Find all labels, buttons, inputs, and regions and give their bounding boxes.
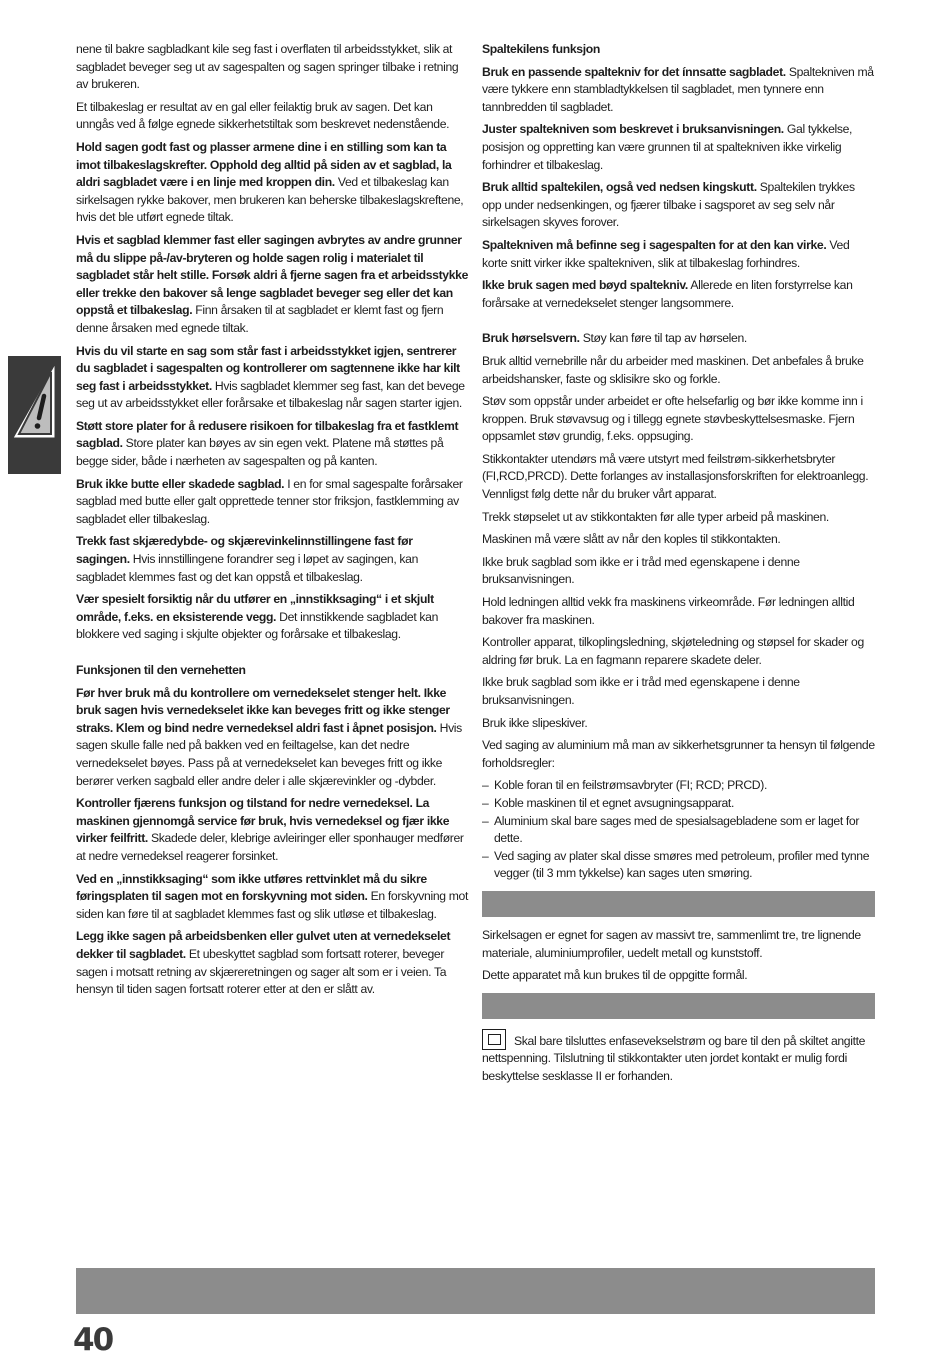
paragraph: Hold ledningen alltid vekk fra maskinens virkeområde. Før ledningen alltid bakover fra maskinen. <box>482 595 855 627</box>
paragraph: Kontroller fjærens funksjon og tilstand for nedre vernedeksel. La maskinen gjennomgå service før bruk, hvis vernedeksel og fjær ikke virker feilfritt. Skadede deler, klebrige avleiringer eller sponhauger medfører at nedre vernedeksel reagerer forsinket. <box>76 796 464 863</box>
paragraph: Ved en „innstikksaging“ som ikke utføres rettvinklet må du sikre føringsplaten til sagen mot en forskyvning mot siden. En forskyvning mot siden kan føre til at sagbladet klemmes fast og slik utløse et tilbakeslag. <box>76 871 468 921</box>
paragraph: Ikke bruk sagen med bøyd spaltekniv. Allerede en liten forstyrrelse kan forårsake at vernedekselet stenger langsommere. <box>482 278 853 310</box>
paragraph: Sirkelsagen er egnet for sagen av massivt tre, sammenlimt tre, tre lignende materiale, aluminiumprofiler, uedelt metall og kunststoff. <box>482 927 861 960</box>
paragraph: Hvis du vil starte en sag som står fast i arbeidsstykket igjen, sentrerer du sagbladet i sagespalten og kontrollerer om sagtennene ikke har kilt seg fast i arbeidsstykket. Hvis sagbladet klemmer seg fast, kan det bevege seg ut av arbeidsstykket eller forårsake et tilbakeslag når sagen starter igjen. <box>76 343 465 411</box>
list-item: – Koble maskinen til et egnet avsugningsapparat. <box>482 795 875 813</box>
section-header-bar <box>482 993 875 1019</box>
paragraph: Trekk støpselet ut av stikkontakten før alle typer arbeid på maskinen. <box>482 509 829 524</box>
paragraph: nene til bakre sagbladkant kile seg fast i overflaten til arbeidsstykket, slik at sagbladet beveger seg ut av sagespalten og sagen springer tilbake i retning av brukeren. <box>76 42 459 92</box>
footer-bar <box>76 1268 875 1314</box>
list-item: – Ved saging av plater skal disse smøres med petroleum, profiler med tynne vegger (til 3 mm tykkelse) kan sages uten smøring. <box>482 848 875 883</box>
paragraph: Hold sagen godt fast og plasser armene dine i en stilling som kan ta imot tilbakeslagskrefter. Opphold deg alltid på siden av et sagblad, la aldri sagbladet være i en linje med kroppen din. Ved et tilbakeslag kan sirkelsagen rykke bakover, men brukeren kan beherske tilbakeslagskreftene, hvis det ble utført egnede tiltak. <box>76 139 464 225</box>
section-header-bar <box>482 891 875 917</box>
paragraph: Hvis et sagblad klemmer fast eller sagingen avbrytes av andre grunner må du slippe på-/av-bryteren og holde sagen rolig i materialet til sagbladet står helt stille. Forsøk aldri å fjerne sagen fra et arbeidsstykke eller trekke den bakover så lenge sagbladet beveger seg eller det kan oppstå et tilbakeslag. Finn årsaken til at sagbladet er klemt fast og fjern denne årsaken med egnede tiltak. <box>76 232 469 335</box>
paragraph: Bruk ikke slipeskiver. <box>482 715 588 730</box>
section-heading-vernehetten: Funksjonen til den vernehetten <box>76 663 246 677</box>
paragraph: Maskinen må være slått av når den koples til stikkontakten. <box>482 532 781 547</box>
paragraph: Støtt store plater for å redusere risikoen for tilbakeslag fra et fastklemt sagblad. Store plater kan bøyes av sin egen vekt. Platene må støttes på begge sider, både i nærheten av sagespalten og på kanten. <box>76 418 459 469</box>
aluminium-precautions-list <box>482 777 875 883</box>
left-column <box>76 41 469 1004</box>
paragraph: Vær spesielt forsiktig når du utfører en „innstikksaging“ i et skjult område, f.eks. en eksisterende vegg. Det innstikkende sagbladet kan blokkere ved saging i skjulte objekter og forårsake et tilbakeslag. <box>76 592 439 642</box>
paragraph: Legg ikke sagen på arbeidsbenken eller gulvet uten at vernedekselet dekker til sagbladet. Et ubeskyttet sagblad som fortsatt roterer, beveger sagen i motsatt retning av skjæreretningen og sager alt som er i veien. Ta hensyn til tiden sagen fortsatt roterer etter at den er slått av. <box>76 929 451 997</box>
paragraph: Ikke bruk sagblad som ikke er i tråd med egenskapene i denne bruksanvisningen. <box>482 675 800 707</box>
list-item: – Aluminium skal bare sages med de spesialsagebladene som er laget for dette. <box>482 813 875 848</box>
page-number: 40 <box>73 1322 113 1358</box>
paragraph: Bruk hørselsvern. Støy kan føre til tap av hørselen. <box>482 331 747 346</box>
paragraph: Bruk alltid vernebrille når du arbeider med maskinen. Det anbefales å bruke arbeidshansker, faste og sklisikre sko og forkle. <box>482 353 864 386</box>
paragraph: Før hver bruk må du kontrollere om vernedekselet stenger helt. Ikke bruk sagen hvis vernedekselet ikke kan beveges fritt og ikke stenger straks. Klem og bind nedre vernedeksel aldri fast i åpnet posisjon. Hvis sagen skulle falle ned på bakken ved en feiltagelse, kan det nedre vernedekselet bøyes. Pass på at vernedekselet kan beveges fritt og ikke berører verken sagbald eller andre deler i alle skjærevinkler og -dybder. <box>76 685 462 788</box>
paragraph: Støv som oppstår under arbeidet er ofte helsefarlig og bør ikke komme inn i kroppen. Bruk støvavsug og i tillegg egnete støvbeskyttelsesmaske. Fjern oppsamlet støv grundig, f.eks. oppsuging. <box>482 394 863 444</box>
paragraph: Ikke bruk sagblad som ikke er i tråd med egenskapene i denne bruksanvisningen. <box>482 554 800 587</box>
paragraph: Bruk ikke butte eller skadede sagblad. I en for smal sagespalte forårsaker sagblad med butte eller galt opprettede tenner stor friksjon, fastklemming av sagbladet eller tilbakeslag. <box>76 476 463 526</box>
warning-tab <box>8 356 61 474</box>
paragraph: Kontroller apparat, tilkoplingsledning, skjøteledning og støpsel for skader og aldring før bruk. La en fagmann reparere skadete deler. <box>482 635 864 667</box>
paragraph: Juster spaltekniven som beskrevet i bruksanvisningen. Gal tykkelse, posisjon og oppretting kan være grunnen til at spaltekniven ikke virkelig forhindrer et tilbakeslag. <box>482 122 853 172</box>
paragraph: Bruk alltid spaltekilen, også ved nedsen kingskutt. Spaltekilen trykkes opp under nedsenkingen, og fjærer tilbake i sagsporet av seg selv når sirkelsagen skyves forover. <box>482 180 855 230</box>
paragraph: Trekk fast skjæredybde- og skjærevinkelinnstillingene fast før sagingen. Hvis innstillingene forandrer seg i løpet av sagingen, kan sagbladet klemmes fast og det kan oppstå et tilbakeslag. <box>76 534 419 584</box>
right-column <box>482 41 875 1091</box>
paragraph: Spaltekniven må befinne seg i sagespalten for at den kan virke. Ved korte snitt virker ikke spaltekniven, slik at tilbakeslag forhindres. <box>482 237 850 270</box>
paragraph: Ved saging av aluminium må man av sikkerhetsgrunner ta hensyn til følgende forholdsregler: <box>482 738 875 770</box>
paragraph: Et tilbakeslag er resultat av en gal eller feilaktig bruk av sagen. Det kan unngås ved å følge egnede sikkerhetstiltak som beskrevet nedenstående. <box>76 99 450 132</box>
list-item: – Koble foran til en feilstrømsavbryter (FI; RCD; PRCD). <box>482 777 875 795</box>
paragraph: Stikkontakter utendørs må være utstyrt med feilstrøm-sikkerhetsbryter (FI,RCD,PRCD). Dette forlanges av installasjonsforskriften for elektroanlegg. Vennligst følg dette når du bruker vårt apparat. <box>482 451 869 502</box>
paragraph: Dette apparatet må kun brukes til de oppgitte formål. <box>482 968 748 983</box>
paragraph: Bruk en passende spaltekniv for det ínnsatte sagbladet. Spaltekniven må være tykkere enn stambladtykkelsen til sagbladet, men tynnere enn tannbredden til sagbladet. <box>482 64 874 114</box>
warning-triangle-icon <box>8 358 61 444</box>
section-heading-spaltekilens-funksjon: Spaltekilens funksjon <box>482 42 600 56</box>
protection-class-ii-icon <box>482 1029 506 1050</box>
paragraph: Skal bare tilsluttes enfasevekselstrøm og bare til den på skiltet angitte nettspenning. Tilslutning til stikkontakter uten jordet kontakt er mulig fordi beskyttelse sesklasse II er forhanden. <box>482 1029 875 1086</box>
